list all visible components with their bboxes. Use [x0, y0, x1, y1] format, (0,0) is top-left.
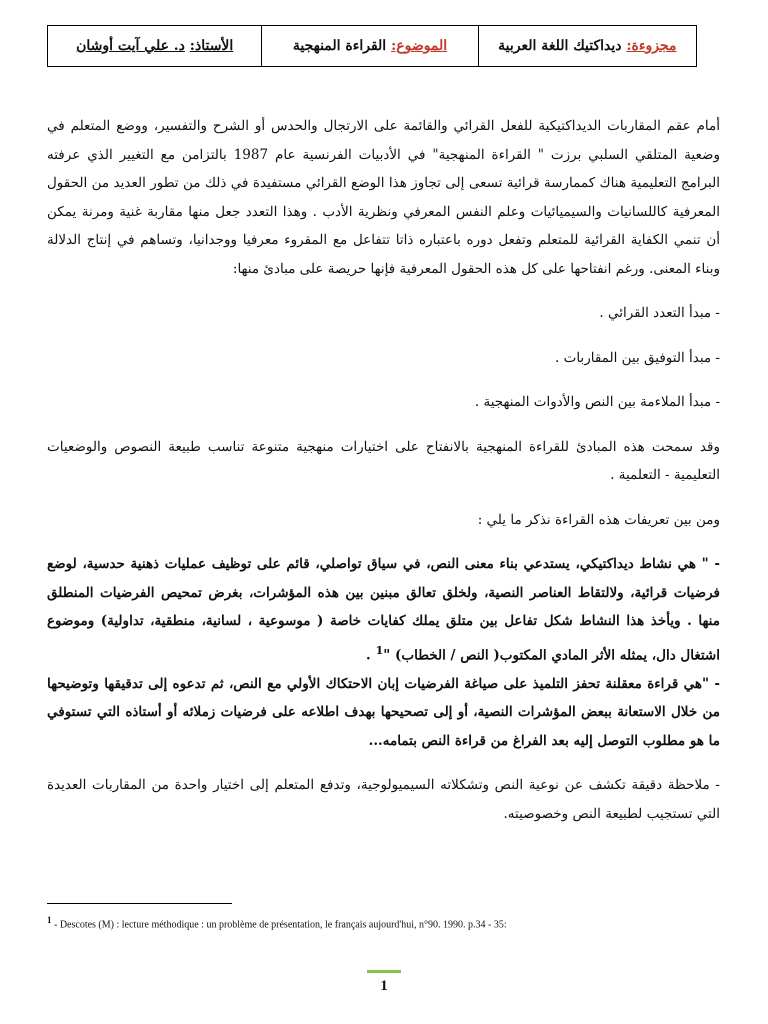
definition-1-text: - " هي نشاط ديداكتيكي، يستدعي بناء معنى النص، في سياق تواصلي، قائم على توظيف عمليات ذهنية حدسية، لوضع فرضيات قرائية، ولالتقاط العناصر النصية، ولخلق تعالق مبنين بين هذه المؤشرات، بغرض تمحيص الفرضيات المنطلق منها . ويأخذ هذا النشاط شكل تفاعل بين متلق يملك كفايات خاصة ( موسوعية ، لسانية، منطقية، تداولية) وموضوع اشتغال دال، يمثله الأثر المادي المكتوب( النص / الخطاب) ": [47, 556, 720, 663]
module-label: مجزوءة:: [626, 38, 677, 54]
teacher-label: الأستاذ:: [189, 38, 234, 54]
footnote-ref[interactable]: 1: [375, 642, 384, 657]
definition-2: - "هي قراءة معقلنة تحفز التلميذ على صياغة الفرضيات إبان الاحتكاك الأولي مع النص، ثم تدعوه إلى تدقيقها وتوضيحها من خلال الاستعانة ببعض المؤشرات النصية، أو إلى تصحيحها بهدف اطلاعه على فرضيات زملائه أو أستاذه التي تستوفي ما هو مطلوب التوصل إليه بعد الفراغ من قراءة النص بتمامه...: [47, 675, 720, 749]
teacher-value: د. علي آيت أوشان: [76, 38, 185, 54]
document-body: [47, 112, 720, 828]
footnote-text: - Descotes (M) : lecture méthodique : un problème de présentation, le français aujourd'hui, n°90. 1990. p.34 - 35:: [51, 919, 507, 931]
note-paragraph: - ملاحظة دقيقة تكشف عن نوعية النص وتشكلاته السيميولوجية، وتدفع المتعلم إلى اختيار واحدة من المقاربات العديدة التي تستجيب لطبيعة النص وخصوصيته.: [47, 777, 720, 822]
definition-1: [47, 550, 720, 670]
allowed-paragraph: وقد سمحت هذه المبادئ للقراءة المنهجية بالانفتاح على اختيارات منهجية متنوعة تناسب طبيعة النصوص والوضعيات التعليمية - التعلمية .: [47, 438, 720, 483]
definitions-intro: ومن بين تعريفات هذه القراءة نذكر ما يلي :: [477, 511, 720, 528]
module-cell: [479, 26, 696, 66]
definition-1-end: .: [366, 647, 376, 663]
intro-paragraph: أمام عقم المقاربات الديداكتيكية للفعل القرائي والقائمة على الارتجال والحدس أو الشرح والتفسير، ووضع المتعلم في وضعية المتلقي السلبي برزت " القراءة المنهجية" في الأدبيات الفرنسية عام 1987 بالتزامن مع التغيير الذي عرفته البرامج التعليمية هناك كممارسة قرائية تسعى إلى تجاوز هذا الوضع القرائي مستفيدة في ذلك من تطور العديد من الحقول المعرفية كاللسانيات والسيميائيات وعلم النفس المعرفي ونظرية الأدب . وهذا التعدد جعل منها مقاربة غنية ومرنة يمكن أن تنمي الكفاية القرائية للمتعلم وتفعل دوره باعتباره ذاتا تتفاعل مع المقروء معرفيا ووجدانيا، وتساهم في إنتاج الدلالة وبناء المعنى. ورغم انفتاحها على كل هذه الحقول المعرفية فإنها حريصة على مبادئ منها:: [47, 118, 720, 277]
principle-item: - مبدأ التعدد القرائي .: [599, 305, 720, 321]
topic-cell: [262, 26, 478, 66]
topic-value: القراءة المنهجية: [292, 38, 387, 54]
module-value: ديداكتيك اللغة العربية: [498, 38, 622, 54]
teacher-cell: [48, 26, 262, 66]
page-number: 1: [367, 970, 401, 1001]
footnote-divider: [47, 903, 232, 904]
header-table: [47, 25, 697, 67]
topic-label: الموضوع:: [391, 38, 448, 54]
footnote-marker: 1: [47, 915, 52, 925]
footnote: [47, 915, 507, 930]
principle-item: - مبدأ التوفيق بين المقاربات .: [555, 349, 720, 366]
principle-item: - مبدأ الملاءمة بين النص والأدوات المنهجية .: [474, 394, 720, 410]
